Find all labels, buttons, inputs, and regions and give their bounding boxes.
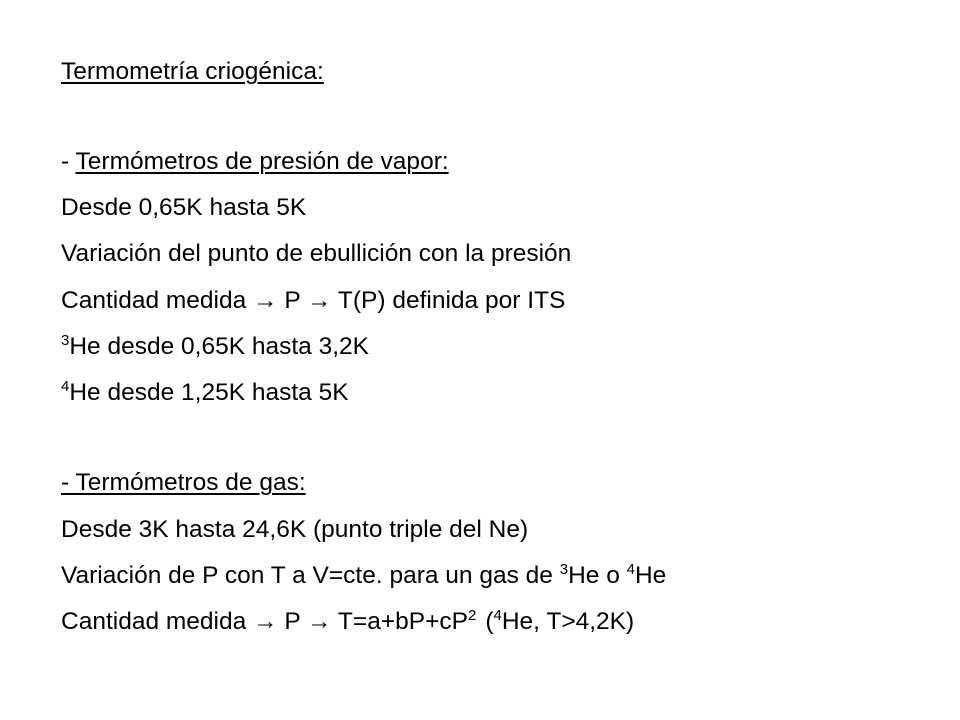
- he3-superscript: 3: [61, 332, 70, 349]
- vapor-heading: Termómetros de presión de vapor:: [75, 148, 449, 175]
- gas-principle-sup-b: 4: [626, 561, 635, 578]
- gas-measured-text-a: Cantidad medida → P → T=a+bP+cP: [61, 608, 468, 635]
- vapor-measured: Cantidad medida → P → T(P) definida por ITS: [61, 287, 566, 314]
- gas-principle-text-c: He: [634, 562, 667, 589]
- gas-principle-sup-a: 3: [559, 561, 569, 578]
- he4-text: He desde 1,25K hasta 5K: [69, 379, 349, 406]
- gas-measured-sup-a: 2: [468, 607, 477, 624]
- vapor-he3-range: [61, 332, 369, 362]
- gas-measured-text-c: He, T>4,2K): [501, 608, 635, 635]
- gas-measured: [61, 607, 634, 637]
- gas-measured-text-b: (: [485, 608, 494, 635]
- vapor-heading-line: [61, 147, 449, 177]
- gas-principle: [61, 561, 666, 591]
- gas-measured-sup-b: 4: [493, 607, 502, 624]
- he4-superscript: 4: [61, 378, 70, 395]
- gas-principle-text-b: He o: [568, 562, 627, 589]
- gas-range: Desde 3K hasta 24,6K (punto triple del Ne): [61, 516, 529, 543]
- gas-principle-text-a: Variación de P con T a V=cte. para un gas de: [61, 562, 560, 589]
- vapor-dash: -: [61, 148, 76, 175]
- vapor-he4-range: [61, 378, 349, 408]
- slide-title: Termometría criogénica:: [61, 58, 324, 85]
- gas-heading: - Termómetros de gas:: [61, 469, 306, 496]
- vapor-principle: Variación del punto de ebullición con la presión: [61, 240, 572, 267]
- he3-text: He desde 0,65K hasta 3,2K: [69, 333, 370, 360]
- slide: [61, 0, 941, 720]
- vapor-range: Desde 0,65K hasta 5K: [61, 194, 307, 221]
